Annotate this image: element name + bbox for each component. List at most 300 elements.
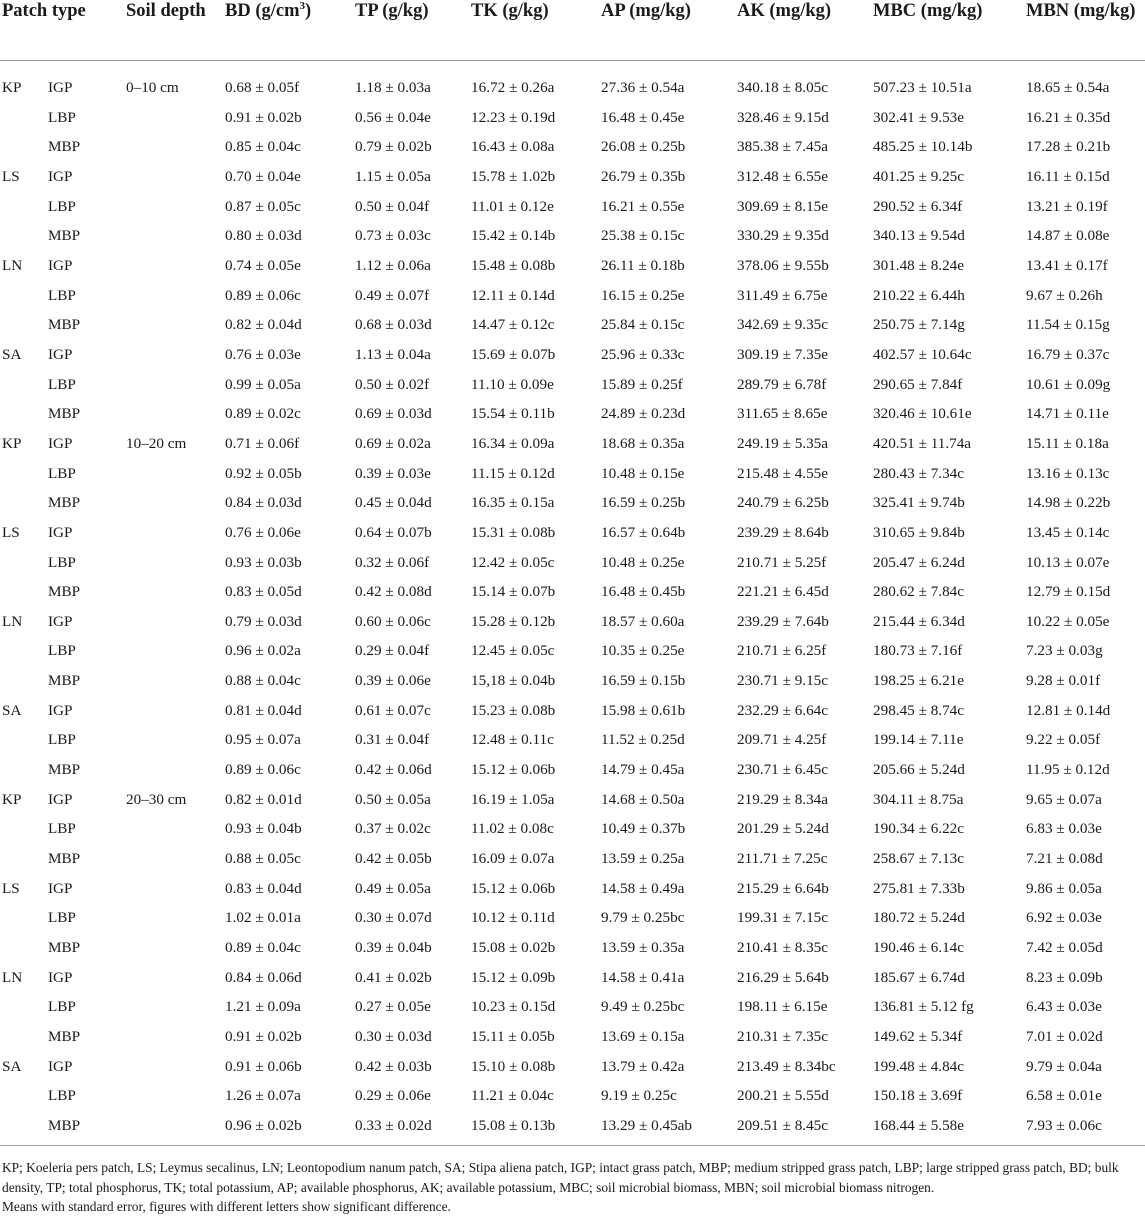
cell-mbc: 199.48 ± 4.84c (873, 1057, 965, 1075)
cell-tk: 12.11 ± 0.14d (471, 286, 555, 304)
table-row (0, 162, 1145, 192)
cell-mbn: 12.81 ± 0.14d (1026, 701, 1111, 719)
cell-ak: 215.29 ± 6.64b (737, 879, 829, 897)
table-row (0, 636, 1145, 666)
cell-mbc: 136.81 ± 5.12 fg (873, 998, 974, 1016)
table-row (0, 518, 1145, 548)
cell-tp: 0.42 ± 0.08d (355, 583, 432, 601)
footnote-abbreviations: KP; Koeleria pers patch, LS; Leymus secalinus, LN; Leontopodium nanum patch, SA; Stipa aliena patch, IGP; intact grass patch, MBP; medium stripped grass patch, LBP; large stripped grass patch, BD; bulk density, TP; total phosphorus, TK; total potassium, AP; available phosphorus, AK; available potassium, MBC; soil microbial biomass, MBN; soil microbial biomass nitrogen. (2, 1160, 1119, 1195)
cell-ak: 311.65 ± 8.65e (737, 405, 828, 423)
cell-tk: 15.48 ± 0.08b (471, 256, 556, 274)
cell-bd: 0.91 ± 0.02b (225, 1028, 302, 1045)
cell-tk: 11.15 ± 0.12d (471, 464, 555, 482)
table-row (0, 755, 1145, 785)
cell-treatment: MBP (48, 583, 81, 601)
cell-patch (0, 903, 48, 933)
cell-tk: 16.35 ± 0.15a (471, 494, 555, 512)
cell-mbn: 10.61 ± 0.09g (1026, 375, 1111, 393)
cell-mbc: 168.44 ± 5.58e (873, 1111, 1026, 1145)
cell-patch: KP (2, 790, 22, 808)
cell-tp: 0.32 ± 0.06f (355, 553, 430, 571)
cell-patch (0, 577, 48, 607)
cell-treatment: IGP (48, 345, 73, 363)
cell-ap: 10.48 ± 0.15e (601, 464, 685, 482)
cell-treatment: IGP (48, 167, 73, 185)
cell-ak: 309.19 ± 7.35e (737, 345, 829, 363)
cell-mbc: 310.65 ± 9.84b (873, 523, 965, 541)
cell-patch (0, 399, 48, 429)
cell-mbc: 180.72 ± 5.24d (873, 909, 965, 927)
cell-tk: 15.12 ± 0.06b (471, 761, 556, 779)
cell-mbn: 14.98 ± 0.22b (1026, 494, 1111, 512)
table-row (0, 666, 1145, 696)
table-row (0, 577, 1145, 607)
cell-ap: 25.96 ± 0.33c (601, 345, 685, 363)
cell-mbc: 250.75 ± 7.14g (873, 316, 965, 334)
cell-patch (0, 132, 48, 162)
cell-ak: 230.71 ± 6.45c (737, 761, 829, 779)
table-row (0, 814, 1145, 844)
table-row (0, 992, 1145, 1022)
cell-ak: 330.29 ± 9.35d (737, 227, 829, 245)
cell-mbc: 205.66 ± 5.24d (873, 761, 965, 779)
cell-ap: 26.79 ± 0.35b (601, 167, 686, 185)
cell-tk: 11.01 ± 0.12e (471, 197, 554, 215)
table-row (0, 1052, 1145, 1082)
cell-depth (126, 1052, 225, 1082)
cell-treatment: MBP (48, 850, 81, 868)
cell-treatment: LBP (48, 375, 76, 393)
cell-mbc: 280.43 ± 7.34c (873, 464, 965, 482)
cell-mbn: 7.42 ± 0.05d (1026, 939, 1103, 957)
cell-ap: 14.58 ± 0.41a (601, 968, 685, 986)
cell-bd: 0.76 ± 0.06e (225, 523, 301, 541)
cell-treatment: LBP (48, 909, 76, 927)
table-row (0, 340, 1145, 370)
footnote-significance: Means with standard error, figures with different letters show significant difference. (2, 1199, 451, 1214)
cell-mbc: 301.48 ± 8.24e (873, 256, 965, 274)
cell-ap: 16.48 ± 0.45e (601, 108, 685, 126)
cell-ak: 201.29 ± 5.24d (737, 820, 829, 838)
cell-mbc: 320.46 ± 10.61e (873, 405, 972, 423)
cell-tk: 15.12 ± 0.09b (471, 968, 556, 986)
table-row (0, 725, 1145, 755)
cell-tp: 0.27 ± 0.05e (355, 998, 431, 1016)
cell-mbc: 280.62 ± 7.84c (873, 583, 965, 601)
cell-treatment: IGP (48, 256, 73, 274)
header-tk: TK (g/kg) (471, 0, 601, 61)
cell-tk: 15.14 ± 0.07b (471, 583, 556, 601)
cell-depth (126, 548, 225, 578)
cell-depth (126, 192, 225, 222)
cell-patch: LS (2, 879, 20, 897)
cell-mbc: 205.47 ± 6.24d (873, 553, 965, 571)
cell-depth (126, 221, 225, 251)
cell-ak: 240.79 ± 6.25b (737, 494, 829, 512)
header-ak: AK (mg/kg) (737, 0, 873, 61)
cell-depth (126, 992, 225, 1022)
cell-tp: 1.15 ± 0.05a (355, 167, 431, 185)
cell-depth (126, 696, 225, 726)
cell-ak: 239.29 ± 7.64b (737, 612, 829, 630)
cell-ap: 9.19 ± 0.25c (601, 1087, 677, 1105)
table-row (0, 429, 1145, 459)
cell-bd: 1.21 ± 0.09a (225, 998, 301, 1016)
cell-treatment: MBP (48, 672, 81, 690)
cell-ap: 26.11 ± 0.18b (601, 256, 685, 274)
cell-tk: 12.23 ± 0.19d (471, 108, 556, 126)
cell-tp: 0.68 ± 0.03d (355, 316, 432, 334)
cell-tk: 15.31 ± 0.08b (471, 523, 556, 541)
cell-ak: 209.71 ± 4.25f (737, 731, 827, 749)
cell-ap: 10.35 ± 0.25e (601, 642, 685, 660)
table-row (0, 459, 1145, 489)
cell-bd: 0.93 ± 0.04b (225, 820, 302, 838)
cell-mbc: 190.46 ± 6.14c (873, 939, 965, 957)
cell-tp: 0.49 ± 0.05a (355, 879, 431, 897)
table-row (0, 281, 1145, 311)
cell-patch: KP (2, 434, 22, 452)
cell-patch: LN (2, 612, 23, 630)
header-tp: TP (g/kg) (355, 0, 471, 61)
cell-ap: 10.49 ± 0.37b (601, 820, 686, 838)
table-row (0, 696, 1145, 726)
table-row (0, 61, 1145, 103)
cell-ap: 13.69 ± 0.15a (601, 1028, 685, 1045)
cell-mbn: 7.21 ± 0.08d (1026, 850, 1103, 868)
cell-depth (126, 281, 225, 311)
cell-treatment: MBP (48, 316, 81, 334)
cell-ak: 289.79 ± 6.78f (737, 375, 827, 393)
cell-treatment: LBP (48, 464, 76, 482)
cell-tk: 15.54 ± 0.11b (471, 405, 555, 423)
cell-ak: 209.51 ± 8.45c (737, 1111, 873, 1145)
cell-treatment: IGP (48, 612, 73, 630)
cell-ak: 249.19 ± 5.35a (737, 434, 829, 452)
cell-depth: 20–30 cm (126, 790, 187, 808)
cell-mbc: 149.62 ± 5.34f (873, 1028, 963, 1045)
cell-treatment: IGP (48, 879, 73, 897)
cell-ap: 14.68 ± 0.50a (601, 790, 685, 808)
cell-patch (0, 281, 48, 311)
cell-tp: 0.73 ± 0.03c (355, 227, 431, 245)
cell-treatment: MBP (48, 138, 81, 156)
cell-ap: 16.21 ± 0.55e (601, 197, 685, 215)
cell-mbn: 12.79 ± 0.15d (1026, 583, 1111, 601)
cell-ap: 26.08 ± 0.25b (601, 138, 686, 156)
cell-bd: 0.88 ± 0.04c (225, 672, 301, 690)
cell-ap: 14.58 ± 0.49a (601, 879, 685, 897)
cell-ak: 210.41 ± 8.35c (737, 939, 829, 957)
cell-bd: 0.80 ± 0.03d (225, 227, 302, 245)
cell-tp: 0.29 ± 0.04f (355, 642, 430, 660)
cell-ap: 14.79 ± 0.45a (601, 761, 685, 779)
cell-bd: 0.74 ± 0.05e (225, 256, 301, 274)
cell-patch: LS (2, 167, 20, 185)
cell-mbc: 185.67 ± 6.74d (873, 968, 965, 986)
cell-mbn: 9.86 ± 0.05a (1026, 879, 1102, 897)
cell-tk: 15.12 ± 0.06b (471, 879, 556, 897)
cell-mbc: 198.25 ± 6.21e (873, 672, 965, 690)
cell-mbn: 9.67 ± 0.26h (1026, 286, 1103, 304)
cell-mbn: 18.65 ± 0.54a (1026, 79, 1110, 96)
table-row (0, 399, 1145, 429)
cell-tp: 0.49 ± 0.07f (355, 286, 430, 304)
cell-ak: 328.46 ± 9.15d (737, 108, 829, 126)
cell-bd: 0.89 ± 0.04c (225, 939, 301, 957)
cell-tk: 15.23 ± 0.08b (471, 701, 556, 719)
cell-bd: 0.88 ± 0.05c (225, 850, 301, 868)
cell-bd: 0.83 ± 0.05d (225, 583, 302, 601)
cell-treatment: LBP (48, 820, 76, 838)
cell-treatment: LBP (48, 197, 76, 215)
cell-depth (126, 903, 225, 933)
cell-ap: 15.98 ± 0.61b (601, 701, 686, 719)
cell-tp: 0.42 ± 0.06d (355, 761, 432, 779)
cell-mbn: 11.54 ± 0.15g (1026, 316, 1110, 334)
cell-mbc: 210.22 ± 6.44h (873, 286, 965, 304)
cell-patch: SA (2, 1057, 22, 1075)
cell-ap: 9.49 ± 0.25bc (601, 998, 685, 1016)
cell-mbn: 13.16 ± 0.13c (1026, 464, 1110, 482)
cell-ak: 309.69 ± 8.15e (737, 197, 829, 215)
cell-tk: 15.11 ± 0.05b (471, 1028, 555, 1045)
cell-patch: LS (2, 523, 20, 541)
cell-treatment: IGP (48, 523, 73, 541)
cell-mbc: 340.13 ± 9.54d (873, 227, 965, 245)
cell-bd: 1.02 ± 0.01a (225, 909, 301, 927)
cell-patch (0, 310, 48, 340)
cell-treatment: LBP (48, 731, 76, 749)
cell-depth (126, 874, 225, 904)
cell-ap: 25.84 ± 0.15c (601, 316, 685, 334)
cell-depth (126, 755, 225, 785)
cell-mbn: 15.11 ± 0.18a (1026, 434, 1109, 452)
cell-mbn: 6.92 ± 0.03e (1026, 909, 1102, 927)
table-row (0, 1111, 1145, 1145)
cell-bd: 0.81 ± 0.04d (225, 701, 302, 719)
cell-depth (126, 251, 225, 281)
table-row (0, 844, 1145, 874)
cell-mbn: 7.93 ± 0.06c (1026, 1111, 1145, 1145)
cell-ap: 16.15 ± 0.25e (601, 286, 685, 304)
cell-bd: 1.26 ± 0.07a (225, 1087, 301, 1105)
cell-bd: 0.92 ± 0.05b (225, 464, 302, 482)
cell-depth (126, 963, 225, 993)
cell-tk: 15.78 ± 1.02b (471, 167, 556, 185)
table-row (0, 785, 1145, 815)
cell-treatment: IGP (48, 1057, 73, 1075)
cell-mbn: 13.45 ± 0.14c (1026, 523, 1110, 541)
cell-bd: 0.82 ± 0.04d (225, 316, 302, 334)
cell-bd: 0.84 ± 0.03d (225, 494, 302, 512)
cell-ak: 385.38 ± 7.45a (737, 138, 829, 156)
cell-ap: 9.79 ± 0.25bc (601, 909, 685, 927)
cell-mbc: 290.65 ± 7.84f (873, 375, 963, 393)
cell-tp: 0.37 ± 0.02c (355, 820, 431, 838)
cell-ap: 10.48 ± 0.25e (601, 553, 685, 571)
cell-tp: 0.31 ± 0.04f (355, 731, 430, 749)
cell-mbc: 275.81 ± 7.33b (873, 879, 965, 897)
cell-depth (126, 488, 225, 518)
cell-tk: 15.10 ± 0.08b (471, 1057, 556, 1075)
cell-tk: 16.09 ± 0.07a (471, 850, 555, 868)
cell-ap: 24.89 ± 0.23d (601, 405, 686, 423)
cell-patch: LN (2, 256, 23, 274)
cell-ap: 13.29 ± 0.45ab (601, 1111, 737, 1145)
cell-depth (126, 340, 225, 370)
cell-mbn: 13.41 ± 0.17f (1026, 256, 1108, 274)
table-row (0, 221, 1145, 251)
cell-patch (0, 725, 48, 755)
cell-mbc: 420.51 ± 11.74a (873, 434, 972, 452)
cell-tk: 16.72 ± 0.26a (471, 79, 555, 96)
cell-patch: SA (2, 345, 22, 363)
cell-ak: 210.31 ± 7.35c (737, 1028, 829, 1045)
cell-treatment: IGP (48, 968, 73, 986)
cell-treatment: LBP (48, 553, 76, 571)
cell-mbc: 290.52 ± 6.34f (873, 197, 963, 215)
cell-depth (126, 1081, 225, 1111)
cell-mbn: 9.79 ± 0.04a (1026, 1057, 1102, 1075)
cell-tp: 0.64 ± 0.07b (355, 523, 432, 541)
cell-bd: 0.91 ± 0.06b (225, 1057, 302, 1075)
cell-mbc: 180.73 ± 7.16f (873, 642, 963, 660)
cell-ap: 13.79 ± 0.42a (601, 1057, 685, 1075)
cell-mbn: 6.83 ± 0.03e (1026, 820, 1102, 838)
cell-tp: 0.60 ± 0.06c (355, 612, 431, 630)
cell-mbc: 325.41 ± 9.74b (873, 494, 965, 512)
cell-depth (126, 577, 225, 607)
cell-treatment: LBP (48, 642, 76, 660)
cell-tp: 0.30 ± 0.07d (355, 909, 432, 927)
cell-tp: 0.39 ± 0.04b (355, 939, 432, 957)
cell-tp: 0.79 ± 0.02b (355, 138, 432, 156)
header-mbc: MBC (mg/kg) (873, 0, 1026, 61)
cell-tp: 0.41 ± 0.02b (355, 968, 432, 986)
table-body (0, 61, 1145, 1146)
cell-tk: 16.43 ± 0.08a (471, 138, 555, 156)
cell-depth (126, 399, 225, 429)
cell-ak: 230.71 ± 9.15c (737, 672, 829, 690)
cell-patch: LN (2, 968, 23, 986)
cell-bd: 0.96 ± 0.02a (225, 642, 301, 660)
table-row (0, 933, 1145, 963)
cell-mbn: 10.13 ± 0.07e (1026, 553, 1110, 571)
cell-treatment: IGP (48, 434, 73, 452)
cell-treatment: MBP (48, 227, 81, 245)
cell-patch (0, 103, 48, 133)
table-row (0, 132, 1145, 162)
cell-bd: 0.95 ± 0.07a (225, 731, 301, 749)
cell-ap: 18.68 ± 0.35a (601, 434, 685, 452)
header-ap: AP (mg/kg) (601, 0, 737, 61)
cell-treatment: MBP (48, 1111, 126, 1145)
cell-tp: 0.50 ± 0.05a (355, 790, 431, 808)
header-bd: BD $(g/cm^3)$ (225, 0, 355, 61)
cell-mbn: 16.79 ± 0.37c (1026, 345, 1110, 363)
cell-tp: 0.39 ± 0.03e (355, 464, 431, 482)
cell-bd: 0.89 ± 0.02c (225, 405, 301, 423)
cell-patch (0, 992, 48, 1022)
cell-mbn: 7.01 ± 0.02d (1026, 1028, 1103, 1045)
cell-bd: 0.84 ± 0.06d (225, 968, 302, 986)
cell-tp: 0.33 ± 0.02d (355, 1111, 471, 1145)
cell-patch (0, 1081, 48, 1111)
cell-tk: 10.12 ± 0.11d (471, 909, 555, 927)
cell-tk: 15.08 ± 0.02b (471, 939, 556, 957)
cell-treatment: IGP (48, 79, 73, 96)
cell-tk: 16.19 ± 1.05a (471, 790, 555, 808)
cell-mbc: 258.67 ± 7.13c (873, 850, 965, 868)
cell-depth (126, 162, 225, 192)
table-row (0, 103, 1145, 133)
table-row (0, 192, 1145, 222)
cell-bd: 0.71 ± 0.06f (225, 434, 300, 452)
cell-bd: 0.93 ± 0.03b (225, 553, 302, 571)
cell-ak: 213.49 ± 8.34bc (737, 1057, 836, 1075)
cell-tp: 0.30 ± 0.03d (355, 1028, 432, 1045)
cell-ak: 378.06 ± 9.55b (737, 256, 829, 274)
cell-mbc: 401.25 ± 9.25c (873, 167, 965, 185)
cell-ak: 216.29 ± 5.64b (737, 968, 829, 986)
cell-depth (126, 636, 225, 666)
cell-mbn: 9.28 ± 0.01f (1026, 672, 1101, 690)
cell-patch (0, 488, 48, 518)
cell-depth (126, 814, 225, 844)
cell-depth: 10–20 cm (126, 434, 187, 452)
cell-bd: 0.85 ± 0.04c (225, 138, 301, 156)
table-row (0, 1022, 1145, 1052)
header-soil-depth: Soil depth (126, 0, 225, 61)
cell-bd: 0.87 ± 0.05c (225, 197, 301, 215)
cell-mbn: 9.22 ± 0.05f (1026, 731, 1101, 749)
cell-mbc: 150.18 ± 3.69f (873, 1087, 963, 1105)
cell-tp: 0.69 ± 0.03d (355, 405, 432, 423)
cell-mbc: 402.57 ± 10.64c (873, 345, 972, 363)
cell-tp: 0.42 ± 0.03b (355, 1057, 432, 1075)
cell-tk: 14.47 ± 0.12c (471, 316, 555, 334)
cell-mbc: 302.41 ± 9.53e (873, 108, 965, 126)
cell-patch: KP (2, 79, 22, 96)
cell-depth (126, 1111, 225, 1145)
cell-depth (126, 518, 225, 548)
cell-depth (126, 844, 225, 874)
cell-tk: 11.02 ± 0.08c (471, 820, 554, 838)
cell-treatment: MBP (48, 761, 81, 779)
table-row (0, 903, 1145, 933)
cell-mbn: 13.21 ± 0.19f (1026, 197, 1108, 215)
cell-tk: 15.08 ± 0.13b (471, 1111, 601, 1145)
cell-tk: 12.42 ± 0.05c (471, 553, 555, 571)
cell-mbn: 8.23 ± 0.09b (1026, 968, 1103, 986)
cell-patch (0, 548, 48, 578)
cell-bd: 0.82 ± 0.01d (225, 790, 302, 808)
cell-depth (126, 103, 225, 133)
cell-depth (126, 933, 225, 963)
cell-mbn: 14.87 ± 0.08e (1026, 227, 1110, 245)
cell-patch (0, 1022, 48, 1052)
cell-mbn: 9.65 ± 0.07a (1026, 790, 1102, 808)
cell-treatment: LBP (48, 998, 76, 1016)
table-header-row (0, 0, 1145, 61)
cell-mbc: 485.25 ± 10.14b (873, 138, 973, 156)
cell-tp: 0.50 ± 0.02f (355, 375, 430, 393)
cell-tk: 11.10 ± 0.09e (471, 375, 554, 393)
cell-treatment: LBP (48, 286, 76, 304)
cell-tp: 1.13 ± 0.04a (355, 345, 431, 363)
cell-bd: 0.89 ± 0.06c (225, 286, 301, 304)
